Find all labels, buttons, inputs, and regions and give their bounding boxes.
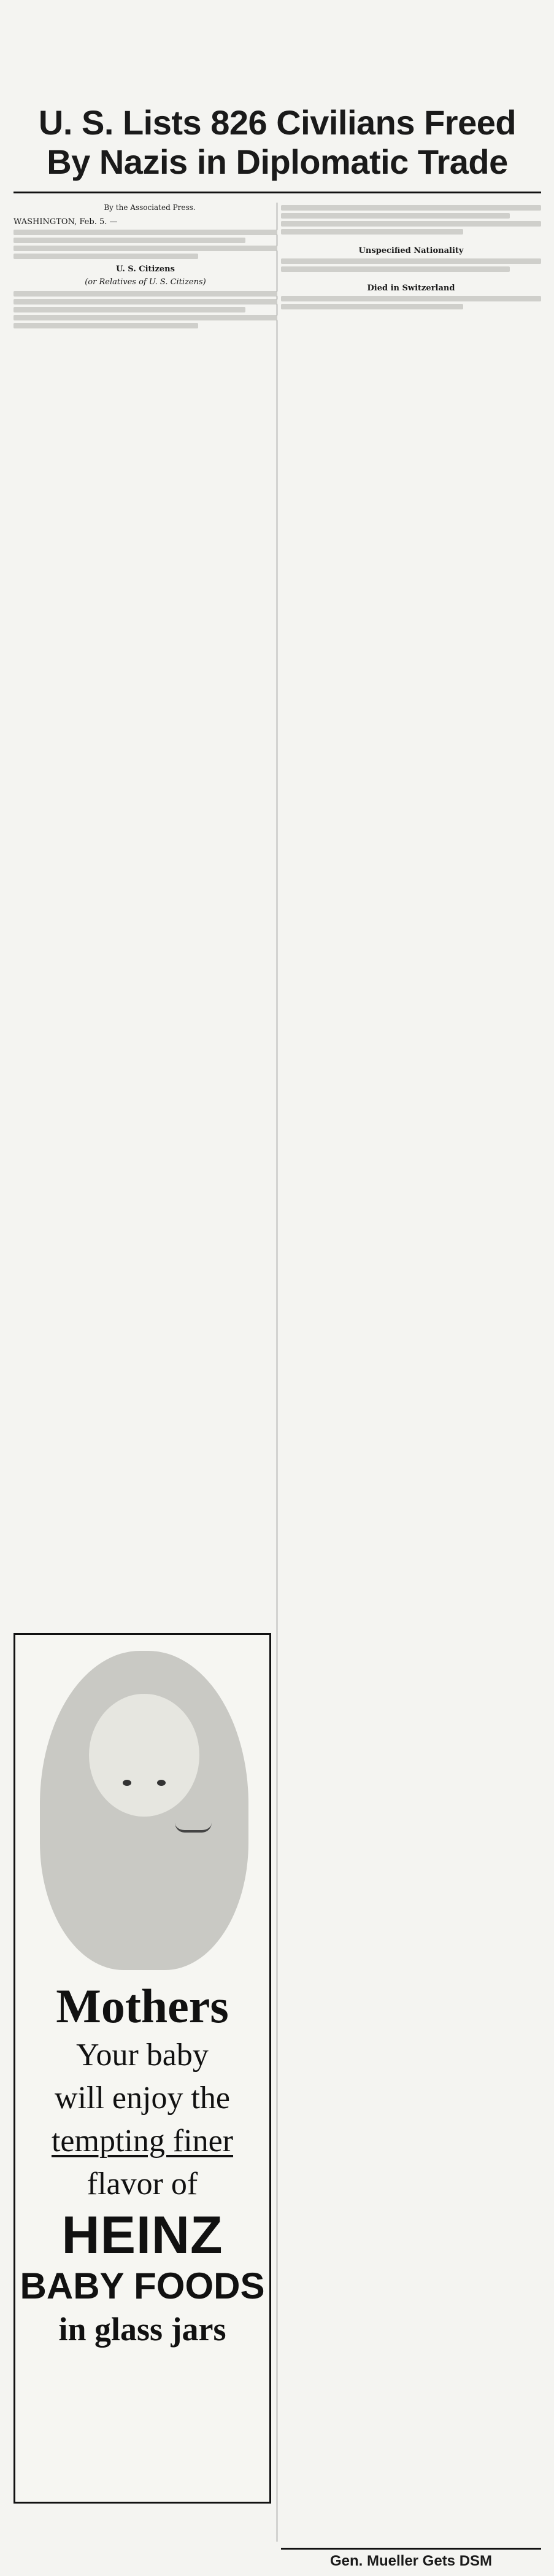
section-heading-died-in-switzerland: Died in Switzerland: [367, 284, 455, 293]
ad-line-in-glass-jars: in glass jars: [58, 2311, 226, 2348]
baby-face: [89, 1694, 199, 1817]
ad-line-your-baby: Your baby: [76, 2038, 209, 2073]
unreadable-text-line: [13, 299, 277, 305]
ad-line-will-enjoy: will enjoy the: [55, 2081, 230, 2116]
left-column: [13, 203, 277, 331]
baby-eye-right: [157, 1780, 166, 1786]
ad-line-mothers: Mothers: [56, 1979, 229, 2033]
box-headline: Gen. Mueller Gets DSM: [281, 2548, 541, 2574]
ad-line-tempting-finer: tempting finer: [51, 2124, 234, 2159]
section-heading-unspecified-nationality: Unspecified Nationality: [358, 246, 464, 255]
unreadable-text-line: [13, 323, 198, 328]
unreadable-text-line: [281, 205, 541, 211]
right-column: [281, 203, 541, 312]
unreadable-text-line: [281, 304, 463, 309]
ad-copy: [15, 1979, 269, 2351]
baby-illustration: [40, 1651, 248, 1970]
dateline: WASHINGTON, Feb. 5. —: [13, 217, 118, 227]
unreadable-text-line: [13, 254, 198, 259]
unreadable-text-line: [13, 315, 277, 320]
ad-line-flavor-of: flavor of: [87, 2167, 198, 2202]
headline: U. S. Lists 826 Civilians Freed By Nazis in Diplomatic Trade: [38, 103, 517, 181]
headline-rule: [13, 192, 541, 193]
heinz-baby-food-advertisement: [13, 1633, 271, 2504]
ad-line-baby-foods: BABY FOODS: [20, 2265, 265, 2306]
unreadable-text-line: [281, 296, 541, 301]
unreadable-text-line: [13, 230, 277, 235]
section-heading-us-citizens: U. S. Citizens: [116, 265, 175, 274]
unreadable-text-line: [281, 266, 510, 272]
byline: By the Associated Press.: [104, 203, 196, 212]
section-subheading-us-citizens: (or Relatives of U. S. Citizens): [85, 277, 206, 287]
baby-mouth: [175, 1823, 212, 1833]
unreadable-text-line: [281, 221, 541, 227]
baby-eye-left: [123, 1780, 131, 1786]
ad-heinz-logo: HEINZ: [61, 2206, 223, 2265]
unreadable-text-line: [281, 229, 463, 235]
unreadable-text-line: [13, 291, 277, 297]
unreadable-text-line: [13, 246, 277, 251]
unreadable-text-line: [13, 307, 245, 312]
unreadable-text-line: [281, 213, 510, 219]
unreadable-text-line: [13, 238, 245, 243]
unreadable-text-line: [281, 258, 541, 264]
